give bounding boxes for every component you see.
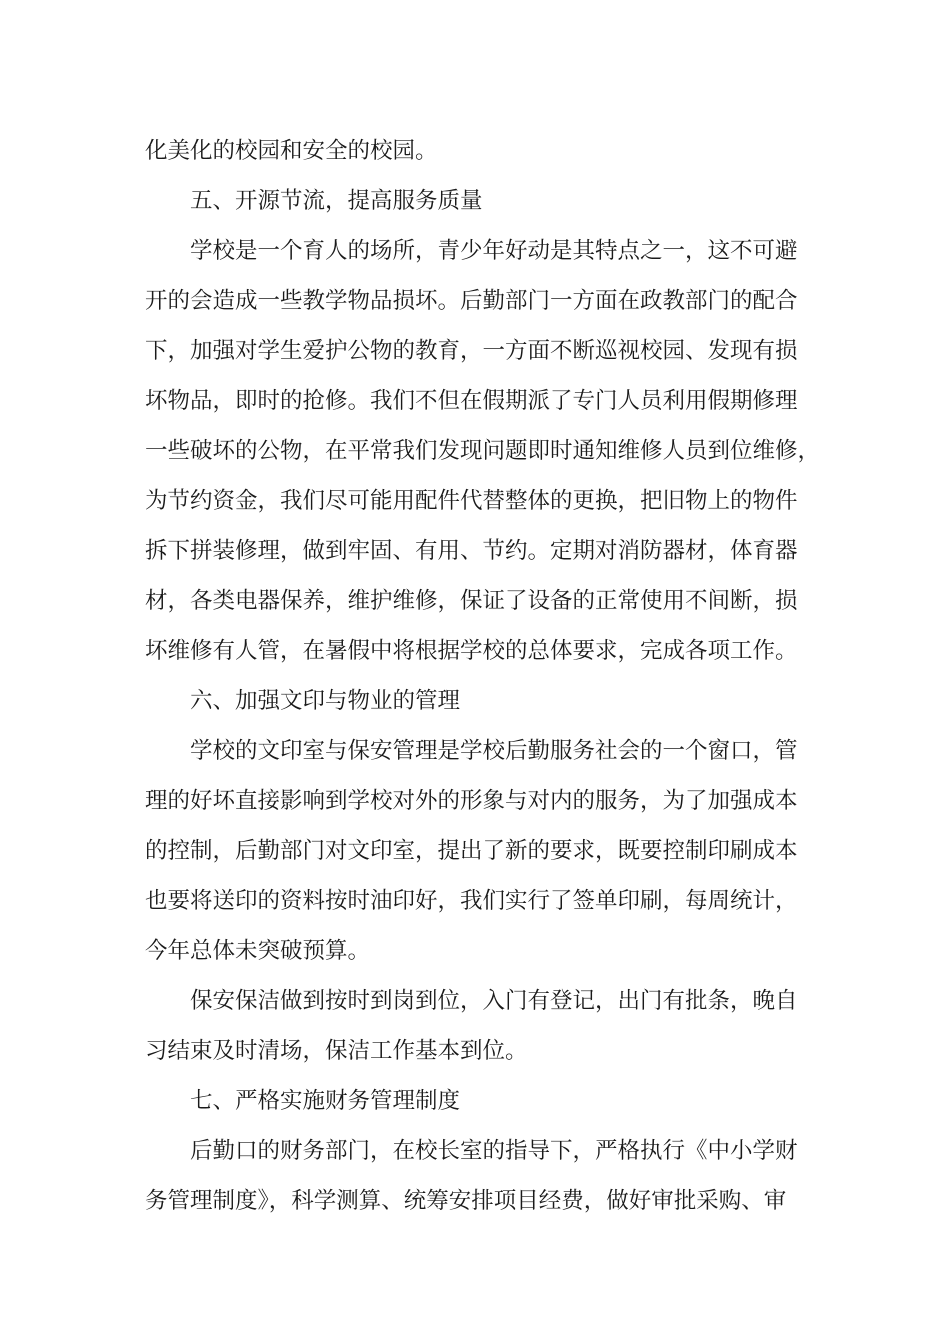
- text-line: 理的好坏直接影响到学校对外的形象与对内的服务，为了加强成本: [145, 788, 798, 814]
- text-line: 化美化的校园和安全的校园。: [145, 138, 438, 164]
- text-line: 下，加强对学生爱护公物的教育，一方面不断巡视校园、发现有损: [145, 338, 798, 364]
- text-line: 材，各类电器保养，维护维修，保证了设备的正常使用不间断，损: [145, 588, 798, 614]
- text-line: 习结束及时清场，保洁工作基本到位。: [145, 1038, 528, 1064]
- section-heading: 六、加强文印与物业的管理: [190, 688, 461, 714]
- text-line: 为节约资金，我们尽可能用配件代替整体的更换，把旧物上的物件: [145, 488, 798, 514]
- section-heading: 五、开源节流，提高服务质量: [190, 188, 483, 214]
- text-line: 学校是一个育人的场所，青少年好动是其特点之一，这不可避: [190, 238, 798, 264]
- text-line: 今年总体未突破预算。: [145, 938, 371, 964]
- text-line: 后勤口的财务部门，在校长室的指导下，严格执行《中小学财: [190, 1138, 798, 1164]
- text-line: 学校的文印室与保安管理是学校后勤服务社会的一个窗口，管: [190, 738, 798, 764]
- text-line: 也要将送印的资料按时油印好，我们实行了签单印刷，每周统计，: [145, 888, 798, 914]
- text-line: 开的会造成一些教学物品损坏。后勤部门一方面在政教部门的配合: [145, 288, 798, 314]
- text-line: 坏维修有人管，在暑假中将根据学校的总体要求，完成各项工作。: [145, 638, 798, 664]
- section-heading: 七、严格实施财务管理制度: [190, 1088, 461, 1114]
- text-line: 一些破坏的公物，在平常我们发现问题即时通知维修人员到位维修，: [145, 438, 821, 464]
- text-line: 的控制，后勤部门对文印室，提出了新的要求，既要控制印刷成本: [145, 838, 798, 864]
- text-line: 拆下拼装修理，做到牢固、有用、节约。定期对消防器材，体育器: [145, 538, 798, 564]
- text-line: 坏物品，即时的抢修。我们不但在假期派了专门人员利用假期修理: [145, 388, 798, 414]
- text-line: 保安保洁做到按时到岗到位，入门有登记，出门有批条，晚自: [190, 988, 798, 1014]
- text-line: 务管理制度》，科学测算、统筹安排项目经费，做好审批采购、审: [145, 1188, 787, 1214]
